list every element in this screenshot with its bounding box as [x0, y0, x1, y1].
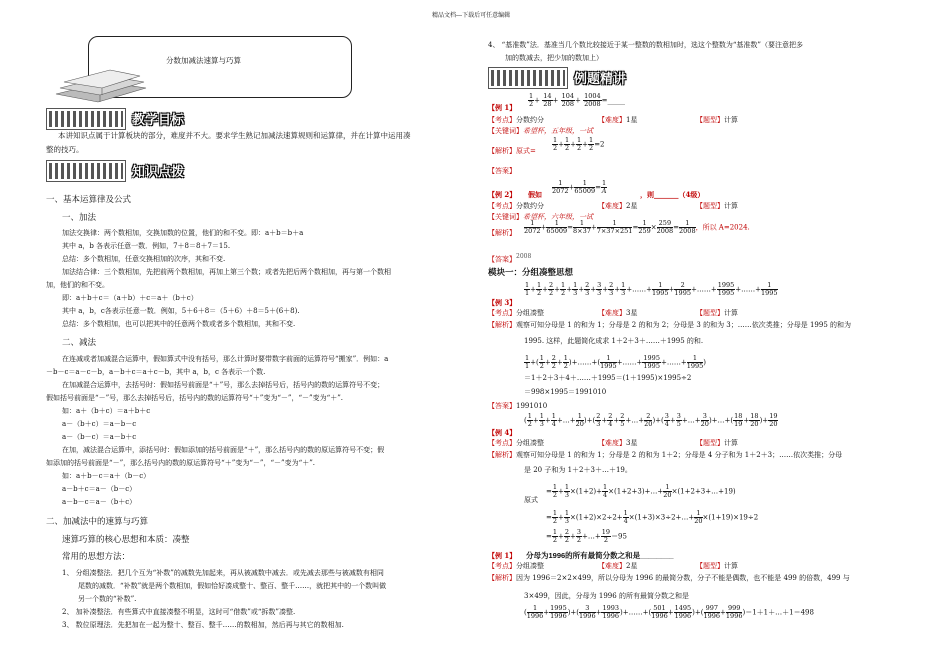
method-line: 3、 数位原理法．先把加在一起为整十、整百、整千……的数相加，然后再与其它的数相加.	[62, 621, 344, 629]
subtraction-line: a－b－c＝a－（b＋c）	[62, 498, 137, 506]
kaodian-row: 【考点】分数约分	[488, 202, 544, 210]
banner-decoration-goal	[46, 108, 126, 130]
keyword-row: 【关键词】希望杯，五年级，一试	[488, 127, 593, 135]
subtraction-line: 如：a＋（b＋c）＝a＋b＋c	[62, 407, 151, 415]
answer-row: 【答案】1991010	[488, 402, 548, 410]
jiexi-label: 【解析】	[488, 229, 516, 237]
example-2-solution: $\frac{1}{2072}$ + $\frac{1}{65009}$ = $\frac{1}{8\times 37}$ + $\frac{1}{7\times 37\times 251}$ = $\frac{1}{259}$ × $\frac{259}{2008}$ = $\frac{1}{2008}$ ，所以 A=2024.	[524, 219, 750, 235]
module-heading: 模块一：分组凑整思想	[488, 267, 574, 277]
example-2-question-end: ，则_______（4级）	[640, 190, 705, 199]
banner-title-examples: 例题精讲	[574, 72, 627, 87]
addition-line: 其中 a，b 各表示任意一数．例如，7＋8＝8＋7＝15.	[62, 242, 231, 250]
section-heading-1: 一、基本运算律及公式	[46, 194, 132, 204]
example-3-expression: $\frac{1}{1}$ + $\frac{1}{2}$ + $\frac{2}{2}$ + $\frac{1}{2}$ + $\frac{1}{3}$ + $\frac{2}{3}$ + $\frac{3}{3}$ + $\frac{2}{3}$ + $\frac{1}{3}$ +……+ $\frac{1}{1995}$ + $\frac{2}{1995}$ +……+ $\frac{1995}{1995}$ +……+ $\frac{1}{1995}$	[525, 281, 778, 297]
nandu-row: 【难度】2星	[598, 202, 638, 210]
tixing-row: 【题型】计算	[696, 562, 738, 570]
kaodian-row: 【考点】分组凑整	[488, 309, 544, 317]
goal-text: 本讲知识点属于计算板块的部分，难度并不大。要求学生熟记加减法速算规则和运算律，并在计算中运用凑	[58, 131, 411, 140]
method-line: 尾数的减数．“补数”就是两个数相加，假如恰好凑成整十、整百、整千……，就把其中的一个数叫做	[78, 582, 387, 590]
example-4-expression: ( $\frac{1}{2}$ + $\frac{1}{3}$ + $\frac{1}{4}$ +…+ $\frac{1}{20}$ )+( $\frac{2}{3}$ + $\frac{2}{4}$ + $\frac{2}{5}$ +…+ $\frac{2}{20}$ )+( $\frac{3}{4}$ + $\frac{3}{5}$ +…+ $\frac{3}{20}$ )+…+( $\frac{18}{19}$ + $\frac{18}{20}$ )+ $\frac{19}{20}$	[524, 412, 778, 428]
addition-line: 加，他们的和不变。	[46, 281, 109, 289]
subtraction-line: 如：a＋b－c＝a＋（b－c）	[62, 472, 151, 480]
example-2-expression: $\frac{1}{2072}$ + $\frac{1}{65009}$ = $\frac{1}{A}$	[552, 179, 607, 195]
subtraction-line: 在连减或者加减混合运算中，假如算式中没有括号，那么计算时要带数字前面的运算符号“搬家”．例如：a	[62, 355, 389, 363]
addition-line: 加法结合律：三个数相加，先把前两个数相加，再加上第三个数；或者先把后两个数相加，再与第一个数相	[62, 268, 391, 276]
jiexi-line: ＝998×1995＝1991010	[524, 388, 607, 396]
banner-title-goal: 教学目标	[132, 113, 185, 128]
nandu-row: 【难度】2星	[598, 562, 638, 570]
subtraction-line: a－（b＋c）＝a－b－c	[62, 420, 137, 428]
example-label: 【例 3】	[488, 298, 517, 307]
example-4-step2: = $\frac{1}{2}$ + $\frac{1}{3}$ ×(1+2)×2÷2+ $\frac{1}{4}$ ×(1+3)×3÷2+…+ $\frac{1}{20}$ ×(1+19)×19÷2	[546, 509, 759, 525]
banner-decoration-examples	[488, 67, 568, 89]
example-3-regroup: $\frac{1}{1}$ +( $\frac{1}{2}$ + $\frac{2}{2}$ + $\frac{1}{2}$ )+……+( $\frac{1}{1995}$ +……+ $\frac{1995}{1995}$ +……+ $\frac{1}{1995}$ )	[525, 354, 706, 370]
addition-line: 其中 a，b，c各表示任意一数．例如，5＋6＋8＝（5＋6）＋8＝5＋(6＋8).	[62, 307, 300, 315]
kaodian-row: 【考点】分组凑整	[488, 562, 544, 570]
example-label: 【例 1】	[488, 103, 517, 112]
keyword-row: 【关键词】希望杯，六年级，一试	[488, 213, 593, 221]
subsection-addition: 一、加法	[62, 212, 97, 222]
tixing-row: 【题型】计算	[696, 439, 738, 447]
jiexi-row: 【解析】观察可知分母是 1 的和为 1；分母是 2 的和为 2；分母是 3 的和为 3；……依次类推；分母是 1995 的和为	[488, 321, 852, 329]
kaodian-row: 【考点】分组凑整	[488, 439, 544, 447]
example-5-question: 分母为1996的所有最简分数之和是________	[526, 551, 674, 560]
subtraction-line: －b－c＝a－c－b，a－b＋c＝a＋c－b，其中 a，b，c 各表示一个数.	[46, 368, 266, 376]
subtraction-line: 如添加的括号前面是“－”，那么括号内的数的原运算符号“＋”变为“－”，“－”变为“＋”.	[46, 459, 316, 467]
jiexi-row: 【解析】因为 1996＝2×2×499，所以分母为 1996 的最简分数，分子不能是偶数，也不能是 499 的倍数，499 与	[488, 574, 850, 582]
tixing-row: 【题型】计算	[696, 202, 738, 210]
banner-decoration-points	[46, 160, 126, 182]
subsection-subtraction: 二、减法	[62, 337, 97, 347]
section-heading-2: 二、加减法中的速算与巧算	[46, 516, 149, 526]
subtraction-line: 在加减混合运算中，去括号时：假如括号前面是“＋”号，那么去掉括号后，括号内的数的运算符号不变；	[62, 381, 385, 389]
answer-row: 【答案】2008	[488, 253, 532, 264]
nandu-row: 【难度】1星	[598, 116, 638, 124]
addition-line: 加法交换律：两个数相加，交换加数的位置，他们的和不变。即：a＋b＝b＋a	[62, 229, 304, 237]
example-label: 【例 4】	[488, 428, 517, 437]
goal-text-2: 整的技巧。	[46, 145, 84, 154]
subtraction-line: a－b＋c＝a－（b－c）	[62, 485, 137, 493]
example-5-solution: ( $\frac{1}{1996}$ + $\frac{1995}{1996}$ )+( $\frac{3}{1996}$ + $\frac{1993}{1996}$ )+……+( $\frac{501}{1996}$ + $\frac{1495}{1996}$ )+( $\frac{997}{1996}$ + $\frac{999}{1996}$ )＝1＋1＋…＋1＝498	[524, 604, 814, 620]
addition-line: 总结：多个数相加，也可以把其中的任意两个数或者多个数相加，其和不变.	[62, 320, 296, 328]
banner-title-points: 知识点拨	[132, 165, 185, 180]
tixing-row: 【题型】计算	[696, 309, 738, 317]
yuanshi-label: 原式	[524, 496, 538, 504]
tixing-row: 【题型】计算	[696, 116, 738, 124]
books-illustration	[46, 64, 156, 104]
core-idea: 速算巧算的核心思想和本质：凑整	[62, 534, 190, 544]
method-4-line: 加的数减去，把少加的数加上）	[505, 54, 603, 62]
method-line: 2、 加补凑整法．有些算式中直接凑整不明显，这时可“借数”或“拆数”凑整.	[62, 608, 296, 616]
header-note: 精品文档---下载后可任意编辑	[432, 12, 511, 19]
jiexi-row: 【解析】观察可知分母是 1 的和为 1；分母是 2 的和为 1＋2；分母是 4 分子和为 1＋2＋3；……依次类推；分母	[488, 451, 843, 459]
method-line: 另一个数的“补数”.	[78, 595, 137, 603]
nandu-row: 【难度】3星	[598, 309, 638, 317]
example-4-step3: = $\frac{1}{2}$ + $\frac{2}{2}$ + $\frac{3}{2}$ +…+ $\frac{19}{2}$ ＝95	[546, 528, 627, 544]
jiexi-line: 1995. 这样，此题简化成求 1＋2＋3＋……＋1995 的和.	[524, 337, 704, 345]
page-title: 分数加减法速算与巧算	[166, 56, 241, 65]
example-2-question: 假如	[528, 190, 542, 199]
example-4-step1: = $\frac{1}{2}$ + $\frac{1}{3}$ ×(1+2)+ $\frac{1}{4}$ ×(1+2+3)+…+ $\frac{1}{20}$ ×(1+2+3+…+19)	[546, 483, 736, 499]
addition-line: 即：a＋b＋c＝（a＋b）＋c＝a＋（b＋c）	[62, 294, 198, 302]
subtraction-line: 假如括号前面是“－”号，那么去掉括号后，括号内的数的运算符号“＋”变为“－”，“－”变为“＋”.	[46, 394, 344, 402]
method-line: 1、 分组凑整法．把几个互为“补数”的减数先加起来，再从被减数中减去．或先减去那些与被减数有相同	[62, 569, 384, 577]
jiexi-label: 【解析】原式=	[488, 147, 536, 155]
method-4-line: 4、 “基准数”法．基准当几个数比较接近于某一整数的数相加时，选这个整数为“基准数”（要注意把多	[488, 41, 803, 49]
example-label: 【例 2】	[488, 190, 517, 199]
example-1-expression: $\frac{1}{2}$ + $\frac{14}{28}$ + $\frac{104}{208}$ + $\frac{1004}{2008}$ =_____	[529, 92, 626, 108]
methods-title: 常用的思想方法：	[62, 551, 131, 561]
subtraction-line: 在加，减法混合运算中，添括号时：假如添加的括号前面是“＋”，那么括号内的数的原运算符号不变；假	[62, 446, 385, 454]
answer-row: 【答案】	[488, 167, 516, 175]
subtraction-line: a－（b－c）＝a－b＋c	[62, 433, 137, 441]
nandu-row: 【难度】3星	[598, 439, 638, 447]
kaodian-row: 【考点】分数约分	[488, 116, 544, 124]
example-label: 【例 1】	[488, 551, 517, 560]
jiexi-line: 是 20 子和为 1＋2＋3＋…＋19。	[524, 466, 632, 474]
addition-line: 总结：多个数相加，任意交换相加的次序，其和不变.	[62, 255, 226, 263]
jiexi-line: ＝1＋2＋3＋4＋……＋1995＝(1＋1995)×1995÷2	[524, 374, 692, 382]
jiexi-line: 3×499，因此，分母为 1996 的所有最简分数之和是	[524, 592, 689, 600]
example-1-solution: $\frac{1}{2}$ + $\frac{1}{2}$ + $\frac{1}{2}$ + $\frac{1}{2}$ =2	[553, 136, 605, 152]
